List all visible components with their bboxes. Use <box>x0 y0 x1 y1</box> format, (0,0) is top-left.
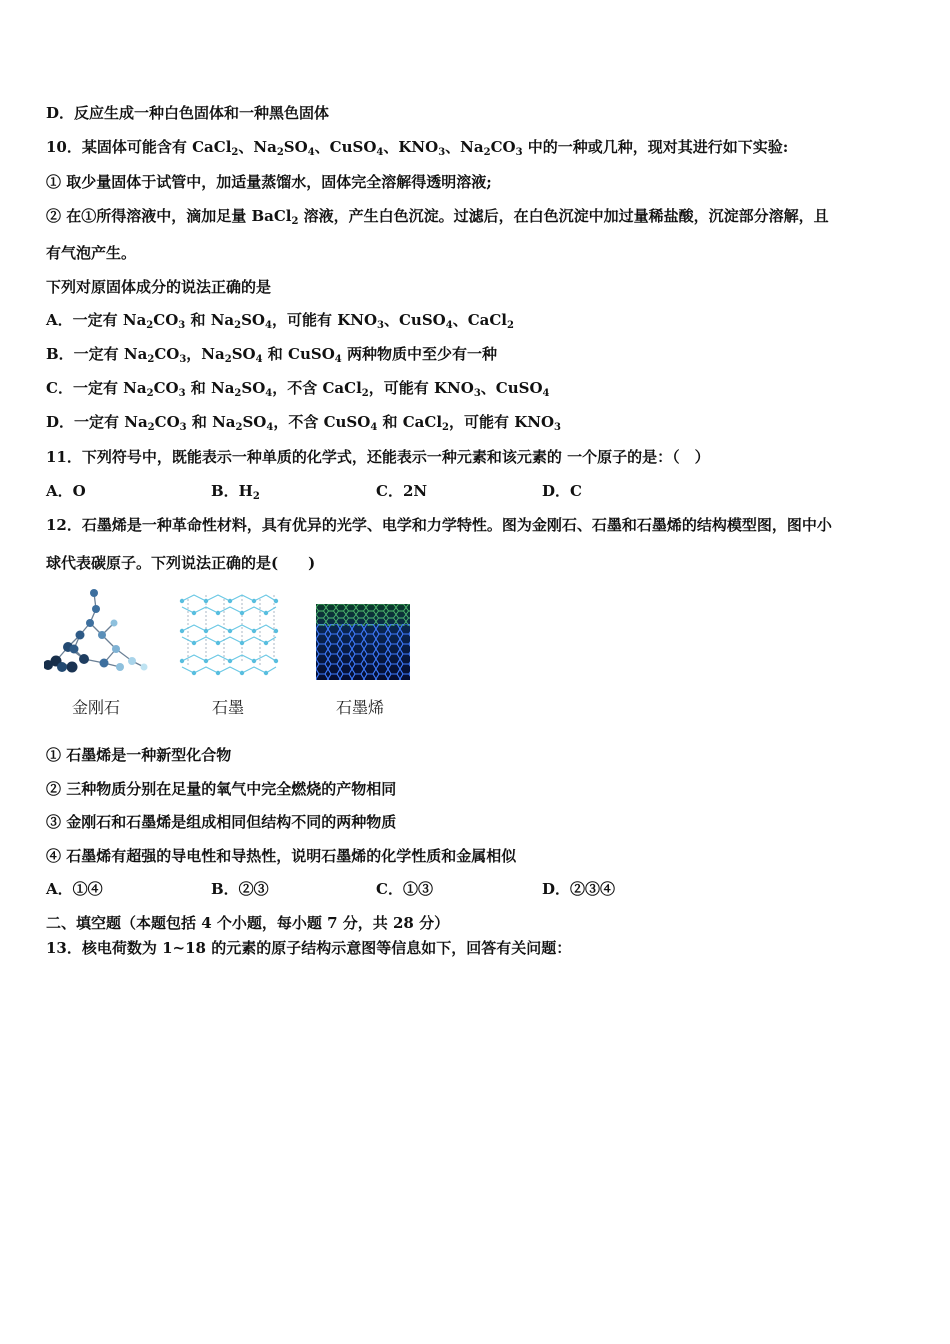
q13-stem: 13．核电荷数为 1~18 的元素的原子结构示意图等信息如下，回答有关问题： <box>46 939 572 957</box>
q12-option-d: D．②③④ <box>542 880 616 898</box>
caption-graphite: 石墨 <box>212 698 245 717</box>
graphite-structure-figure <box>178 587 280 679</box>
q12-statement-3: ③ 金刚石和石墨烯是组成相同但结构不同的两种物质 <box>46 813 397 831</box>
q11-option-b: B．$H_2$ <box>211 482 260 502</box>
q12-option-c: C．①③ <box>376 880 433 898</box>
q11-option-a: A．O <box>46 482 86 500</box>
q12-stem-line-2: 球代表碳原子。下列说法正确的是( ) <box>46 554 316 572</box>
graphene-structure-figure <box>316 604 410 680</box>
caption-graphene: 石墨烯 <box>336 698 385 717</box>
q10-stem: 10．某固体可能含有 CaCl$_2$、$Na_2SO_4$、CuSO$_4$、$KNO_3$、$Na_2CO_3$ 中的一种或几种，现对其进行如下实验: <box>46 138 789 158</box>
q11-option-c: C．2N <box>376 482 428 500</box>
section-2-heading: 二、填空题（本题包括 4 个小题，每小题 7 分，共 28 分） <box>46 914 450 932</box>
q10-option-b: B．一定有 $Na_2CO_3$，$Na_2SO_4$ 和 CuSO$_4$ 两种物质中至少有一种 <box>46 345 497 365</box>
q12-option-a: A．①④ <box>46 880 103 898</box>
q10-option-d: D．一定有 $Na_2CO_3$ 和 $Na_2SO_4$，不含 CuSO$_4$ 和 CaCl$_2$，可能有 $KNO_3$ <box>46 413 562 433</box>
q10-option-a: A．一定有 $Na_2CO_3$ 和 $Na_2SO_4$，可能有 $KNO_3$、CuSO$_4$、CaCl$_2$ <box>46 311 514 331</box>
diamond-structure-figure <box>44 587 152 687</box>
caption-diamond: 金刚石 <box>72 698 121 717</box>
q10-question: 下列对原固体成分的说法正确的是 <box>46 278 272 296</box>
q12-statement-4: ④ 石墨烯有超强的导电性和导热性，说明石墨烯的化学性质和金属相似 <box>46 847 517 865</box>
q12-stem-line-1: 12．石墨烯是一种革命性材料，具有优异的光学、电学和力学特性。图为金刚石、石墨和石墨烯的结构模型图，图中小 <box>46 516 832 534</box>
q12-statement-2: ② 三种物质分别在足量的氧气中完全燃烧的产物相同 <box>46 780 397 798</box>
q12-statement-1: ① 石墨烯是一种新型化合物 <box>46 746 232 764</box>
q11-stem: 11．下列符号中，既能表示一种单质的化学式，还能表示一种元素和该元素的 一个原子的是：（ ） <box>46 448 710 466</box>
q12-option-b: B．②③ <box>211 880 269 898</box>
q11-option-d: D．C <box>542 482 582 500</box>
q10-option-c: C．一定有 $Na_2CO_3$ 和 $Na_2SO_4$，不含 CaCl$_2$，可能有 $KNO_3$、CuSO$_4$ <box>46 379 550 399</box>
q10-step-1: ① 取少量固体于试管中，加适量蒸馏水，固体完全溶解得透明溶液; <box>46 173 492 191</box>
q10-step-2: ② 在①所得溶液中，滴加足量 BaCl$_2$ 溶液，产生白色沉淀。过滤后，在白色沉淀中加过量稀盐酸，沉淀部分溶解，且 <box>46 207 829 227</box>
q9-option-d: D．反应生成一种白色固体和一种黑色固体 <box>46 104 330 122</box>
q10-step-2-cont: 有气泡产生。 <box>46 244 137 262</box>
